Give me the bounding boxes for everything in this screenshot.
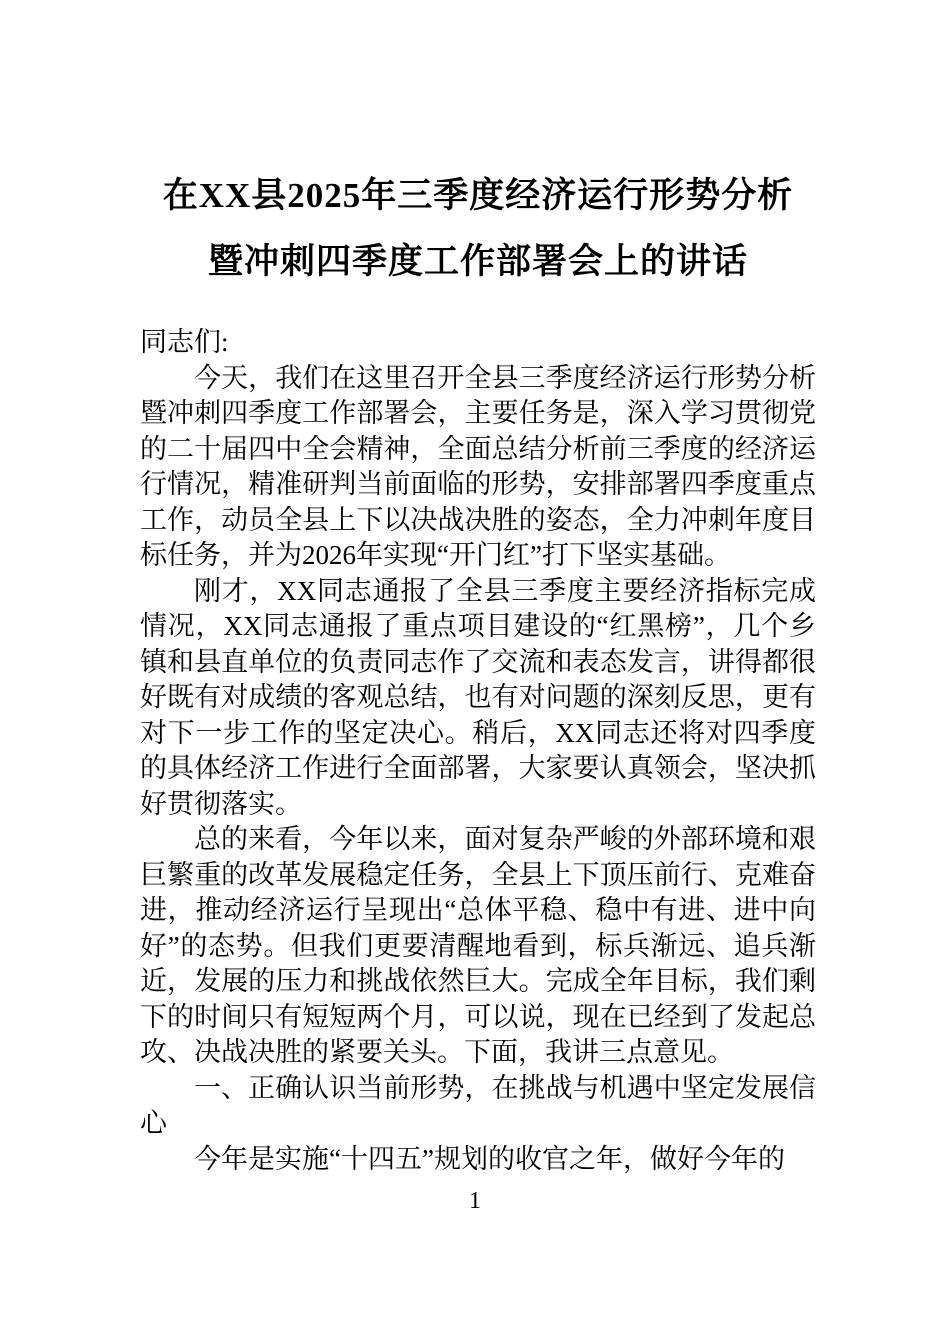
section-heading-1: 一、正确认识当前形势，在挑战与机遇中坚定发展信心 — [140, 1072, 816, 1138]
salutation: 同志们: — [140, 327, 229, 357]
paragraph-3: 总的来看，今年以来，面对复杂严峻的外部环境和艰巨繁重的改革发展稳定任务，全县上下顶压前行、克难奋进，推动经济运行呈现出“总体平稳、稳中有进、进中向好”的态势。但我们更要清醒地看到，标兵渐远、追兵渐近，发展的压力和挑战依然巨大。完成全年目标，我们剩下的时间只有短短两个月，可以说，现在已经到了发起总攻、决战决胜的紧要关头。下面，我讲三点意见。 — [140, 824, 816, 1067]
title-line-2: 暨冲刺四季度工作部署会上的讲话 — [207, 242, 748, 281]
document-content — [140, 163, 816, 1177]
paragraph-1: 今天，我们在这里召开全县三季度经济运行形势分析暨冲刺四季度工作部署会，主要任务是，深入学习贯彻党的二十届四中全会精神，全面总结分析前三季度的经济运行情况，精准研判当前面临的形势，安排部署四季度重点工作，动员全县上下以决战决胜的姿态，全力冲刺年度目标任务，并为2026年实现“开门红”打下坚实基础。 — [140, 362, 816, 570]
document-title — [140, 163, 816, 295]
document-body — [140, 325, 816, 1177]
paragraph-4: 今年是实施“十四五”规划的收官之年，做好今年的 — [194, 1143, 785, 1174]
paragraph-2: 刚才，XX同志通报了全县三季度主要经济指标完成情况，XX同志通报了重点项目建设的“红黑榜”，几个乡镇和县直单位的负责同志作了交流和表态发言，讲得都很好既有对成绩的客观总结，也有对问题的深刻反思，更有对下一步工作的坚定决心。稍后，XX同志还将对四季度的具体经济工作进行全面部署，大家要认真领会，坚决抓好贯彻落实。 — [140, 575, 816, 819]
title-line-1: 在XX县2025年三季度经济运行形势分析 — [162, 176, 794, 215]
page-number: 1 — [469, 1188, 481, 1214]
